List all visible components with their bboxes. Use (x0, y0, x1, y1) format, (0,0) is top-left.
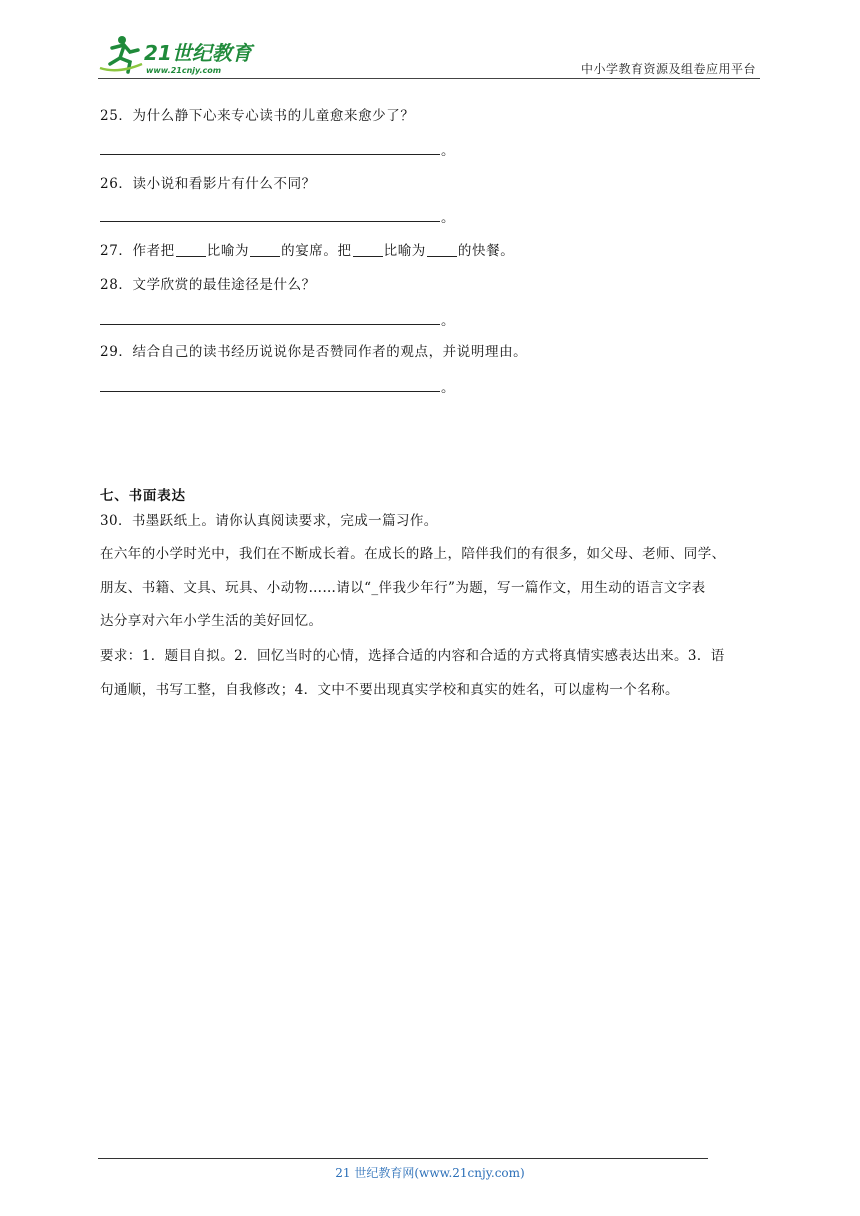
answer-line-25[interactable] (100, 154, 440, 155)
q27-part-5: 的快餐。 (457, 243, 515, 259)
q27-blank-3[interactable] (353, 242, 383, 257)
requirement-line-1: 要求：1．题目自拟。2．回忆当时的心情，选择合适的内容和合适的方式将真情实感表达出来。3．语 (100, 648, 725, 664)
question-25: 25．为什么静下心来专心读书的儿童愈来愈少了？ (100, 108, 415, 124)
page-header (98, 34, 760, 80)
answer-period-29: 。 (441, 380, 455, 396)
header-divider (98, 78, 760, 79)
question-27 (100, 242, 514, 260)
answer-line-28[interactable] (100, 324, 440, 325)
answer-line-29[interactable] (100, 391, 440, 392)
q27-part-2: 比喻为 (206, 243, 250, 259)
question-26: 26．读小说和看影片有什么不同？ (100, 176, 316, 192)
site-logo[interactable] (98, 34, 258, 76)
q27-part-1: 27．作者把 (100, 243, 175, 259)
question-29: 29．结合自己的读书经历说说你是否赞同作者的观点，并说明理由。 (100, 344, 528, 360)
svg-text:21世纪教育: 21世纪教育 (144, 41, 252, 65)
requirement-line-2: 句通顺，书写工整，自我修改；4．文中不要出现真实学校和真实的姓名，可以虚构一个名称。 (100, 682, 679, 698)
platform-name: 中小学教育资源及组卷应用平台 (580, 62, 756, 76)
q27-blank-1[interactable] (176, 242, 206, 257)
section-title-writing: 七、书面表达 (100, 488, 186, 504)
question-28: 28．文学欣赏的最佳途径是什么？ (100, 277, 316, 293)
prompt-line-3: 达分享对六年小学生活的美好回忆。 (100, 613, 323, 629)
answer-period-26: 。 (441, 210, 455, 226)
q27-part-4: 比喻为 (383, 243, 426, 259)
footer-link[interactable]: 21 世纪教育网(www.21cnjy.com) (335, 1166, 525, 1180)
q27-blank-4[interactable] (427, 242, 457, 257)
answer-period-25: 。 (441, 143, 455, 159)
q27-blank-2[interactable] (250, 242, 280, 257)
prompt-line-1: 在六年的小学时光中，我们在不断成长着。在成长的路上，陪伴我们的有很多，如父母、老师、同学、 (100, 546, 726, 562)
answer-period-28: 。 (441, 313, 455, 329)
prompt-line-2: 朋友、书籍、文具、玩具、小动物……请以“_伴我少年行”为题，写一篇作文，用生动的语言文字表 (100, 580, 706, 596)
answer-line-26[interactable] (100, 221, 440, 222)
question-30: 30．书墨跃纸上。请你认真阅读要求，完成一篇习作。 (100, 513, 438, 529)
runner-logo-icon (98, 34, 258, 76)
q27-part-3: 的宴席。把 (281, 243, 352, 259)
footer-divider (98, 1158, 708, 1159)
svg-text:www.21cnjy.com: www.21cnjy.com (146, 66, 222, 75)
